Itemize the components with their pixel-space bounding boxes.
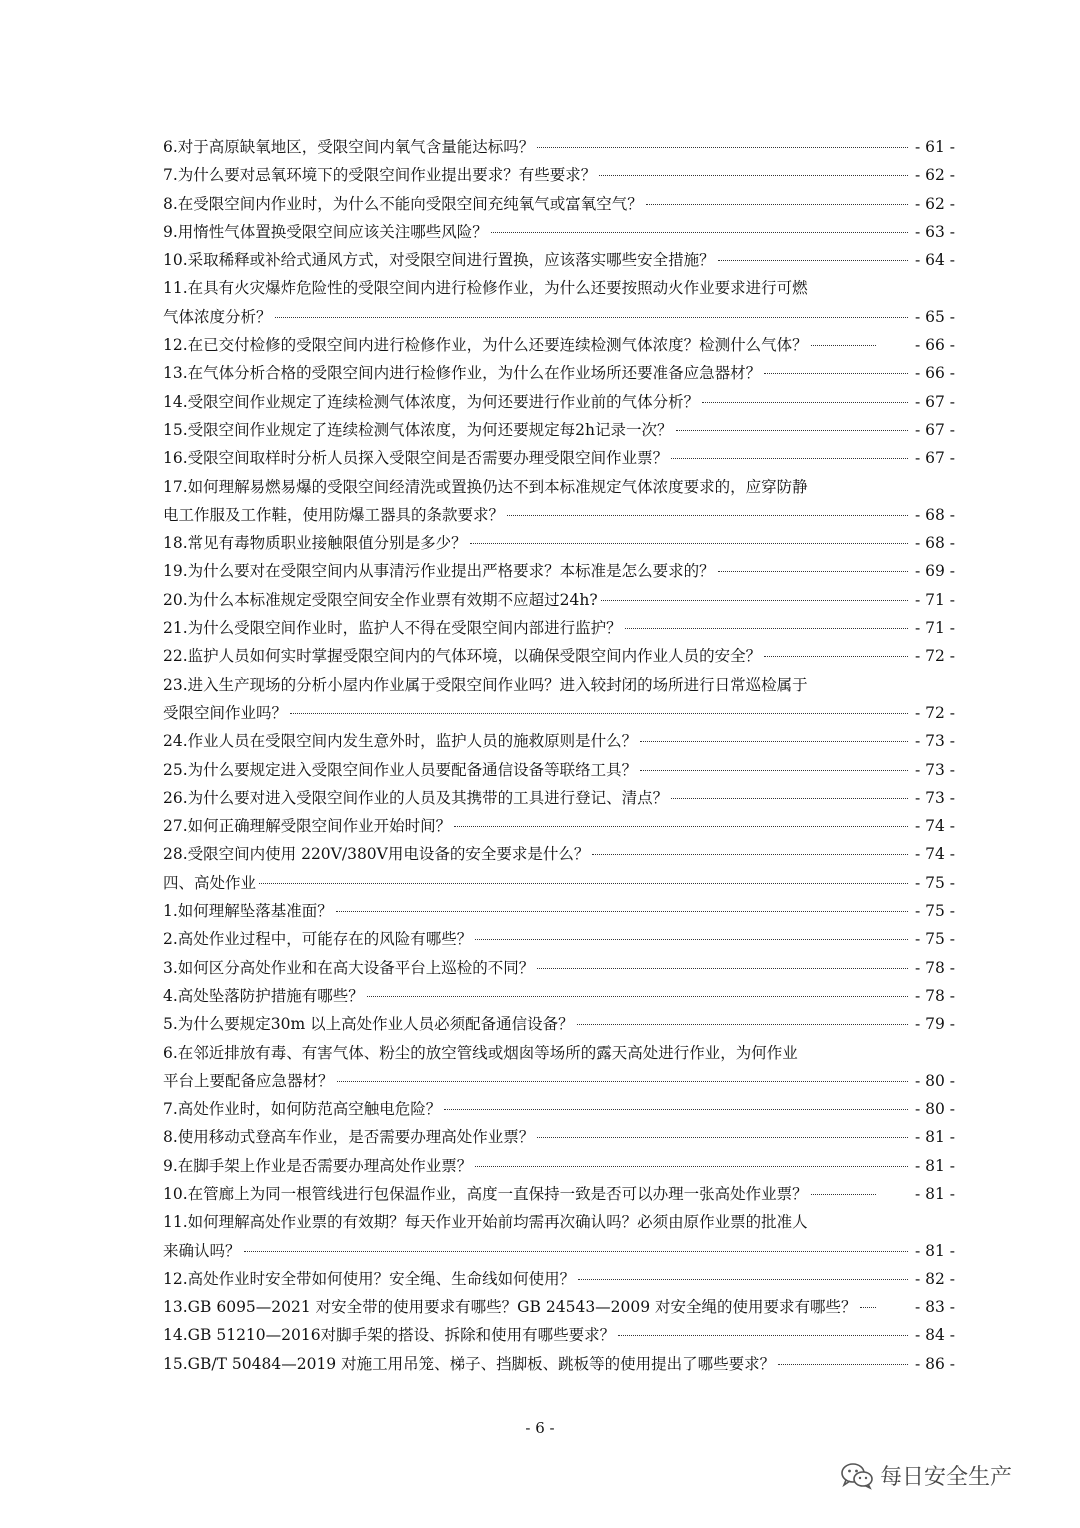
toc-entry-title: 20.为什么本标准规定受限空间安全作业票有效期不应超过24h? — [163, 590, 598, 609]
toc-entry-title: 1.如何理解坠落基准面？ — [163, 902, 333, 921]
toc-entry-title: 10.在管廊上为同一根管线进行包保温作业，高度一直保持一致是否可以办理一张高处作业票？ — [163, 1184, 808, 1203]
toc-entry[interactable] — [163, 331, 955, 359]
toc-leader-dots — [702, 402, 908, 403]
toc-leader-dots — [259, 883, 908, 884]
toc-entry-title: 电工作服及工作鞋，使用防爆工器具的条款要求？ — [163, 505, 505, 524]
toc-leader-dots — [470, 543, 908, 544]
toc-leader-dots — [625, 628, 908, 629]
toc-leader-dots — [475, 1166, 908, 1167]
toc-entry-title: 15.受限空间作业规定了连续检测气体浓度，为何还要规定每2h记录一次？ — [163, 420, 673, 439]
toc-entry[interactable] — [163, 925, 955, 953]
toc-entry-title: 气体浓度分析？ — [163, 307, 272, 326]
toc-entry-page: - 72 - — [914, 703, 955, 722]
toc-entry[interactable] — [163, 359, 955, 387]
toc-entry[interactable] — [163, 614, 955, 642]
toc-entry-page: - 71 - — [914, 590, 955, 609]
toc-leader-dots — [676, 430, 909, 431]
toc-leader-dots — [592, 854, 908, 855]
toc-entry-title: 8.在受限空间内作业时，为什么不能向受限空间充纯氧气或富氧空气？ — [163, 194, 643, 213]
toc-entry-title: 14.GB 51210—2016对脚手架的搭设、拆除和使用有哪些要求？ — [163, 1326, 616, 1345]
toc-leader-dots — [578, 1279, 908, 1280]
toc-entry-page: - 81 - — [914, 1241, 955, 1260]
toc-leader-dots — [244, 1251, 908, 1252]
toc-entry-title: 27.如何正确理解受限空间作业开始时间？ — [163, 817, 452, 836]
toc-entry[interactable] — [163, 1265, 955, 1293]
toc-entry[interactable] — [163, 1039, 955, 1067]
page-number: - 6 - — [525, 1419, 555, 1437]
toc-entry[interactable] — [163, 1152, 955, 1180]
toc-entry[interactable] — [163, 1208, 955, 1236]
toc-entry-title: 22.监护人员如何实时掌握受限空间内的气体环境，以确保受限空间内作业人员的安全？ — [163, 647, 762, 666]
toc-entry[interactable] — [163, 1350, 955, 1378]
toc-leader-dots — [640, 741, 908, 742]
toc-entry-page: - 84 - — [914, 1326, 955, 1345]
toc-leader-dots — [601, 600, 908, 601]
toc-entry-title: 10.采取稀释或补给式通风方式，对受限空间进行置换，应该落实哪些安全措施？ — [163, 251, 715, 270]
toc-entry-title: 23.进入生产现场的分析小屋内作业属于受限空间作业吗？进入较封闭的场所进行日常巡检属于 — [163, 675, 808, 694]
watermark-text: 每日安全生产 — [880, 1465, 1013, 1490]
toc-entry-title: 28.受限空间内使用 220V/380V用电设备的安全要求是什么？ — [163, 845, 590, 864]
toc-entry[interactable] — [163, 869, 955, 897]
toc-entry-page: - 71 - — [914, 619, 955, 638]
toc-entry-title: 18.常见有毒物质职业接触限值分别是多少？ — [163, 534, 467, 553]
toc-entry-title: 6.在邻近排放有毒、有害气体、粉尘的放空管线或烟囱等场所的露天高处进行作业，为何作业 — [163, 1043, 798, 1062]
toc-entry-title: 15.GB/T 50484—2019 对施工用吊笼、梯子、挡脚板、跳板等的使用提出了哪些要求？ — [163, 1354, 776, 1373]
toc-entry-title: 12.高处作业时安全带如何使用？安全绳、生命线如何使用？ — [163, 1269, 576, 1288]
toc-entry-page: - 86 - — [914, 1354, 955, 1373]
toc-entry[interactable] — [163, 473, 955, 501]
toc-entry-title: 25.为什么要规定进入受限空间作业人员要配备通信设备等联络工具？ — [163, 760, 638, 779]
toc-entry-title: 14.受限空间作业规定了连续检测气体浓度，为何还要进行作业前的气体分析？ — [163, 392, 700, 411]
toc-entry-page: - 81 - — [914, 1128, 955, 1147]
toc-entry-title: 来确认吗？ — [163, 1241, 241, 1260]
toc-leader-dots — [577, 1024, 908, 1025]
toc-leader-dots — [367, 996, 908, 997]
toc-entry[interactable] — [163, 246, 955, 274]
toc-entry-title: 4.高处坠落防护措施有哪些？ — [163, 986, 364, 1005]
toc-entry-title: 17.如何理解易燃易爆的受限空间经清洗或置换仍达不到本标准规定气体浓度要求的，应穿防静 — [163, 477, 808, 496]
toc-entry-title: 5.为什么要规定30m 以上高处作业人员必须配备通信设备？ — [163, 1015, 574, 1034]
toc-entry-title: 9.用惰性气体置换受限空间应该关注哪些风险？ — [163, 222, 488, 241]
toc-entry[interactable] — [163, 1095, 955, 1123]
toc-entry[interactable] — [163, 812, 955, 840]
toc-entry[interactable] — [163, 897, 955, 925]
toc-entry-title: 21.为什么受限空间作业时，监护人不得在受限空间内部进行监护？ — [163, 619, 622, 638]
toc-entry-page: - 81 - — [914, 1156, 955, 1175]
toc-leader-dots — [764, 373, 908, 374]
toc-entry-page: - 64 - — [914, 251, 955, 270]
toc-entry-title: 7.为什么要对忌氧环境下的受限空间作业提出要求？有些要求？ — [163, 166, 597, 185]
toc-entry-title: 13.在气体分析合格的受限空间内进行检修作业，为什么在作业场所还要准备应急器材？ — [163, 364, 762, 383]
toc-entry[interactable] — [163, 671, 955, 699]
toc-entry[interactable] — [163, 1293, 955, 1321]
toc-entry[interactable] — [163, 274, 955, 302]
toc-entry-title: 13.GB 6095—2021 对安全带的使用要求有哪些？GB 24543—2009 对安全绳的使用要求有哪些？ — [163, 1298, 857, 1317]
toc-entry-page: - 68 - — [914, 534, 955, 553]
toc-entry-title: 9.在脚手架上作业是否需要办理高处作业票？ — [163, 1156, 473, 1175]
toc-leader-dots — [336, 911, 908, 912]
toc-leader-dots — [290, 713, 908, 714]
toc-entry[interactable] — [163, 840, 955, 868]
toc-entry-page: - 66 - — [914, 364, 955, 383]
toc-entry[interactable] — [163, 1123, 955, 1151]
toc-leader-dots — [618, 1335, 908, 1336]
toc-entry[interactable] — [163, 784, 955, 812]
toc-entry-title: 受限空间作业吗？ — [163, 703, 288, 722]
toc-entry[interactable] — [163, 727, 955, 755]
wechat-icon — [840, 1461, 874, 1491]
toc-entry[interactable] — [163, 388, 955, 416]
toc-leader-dots — [640, 770, 908, 771]
toc-leader-dots — [537, 968, 908, 969]
toc-entry-page: - 73 - — [914, 732, 955, 751]
toc-leader-dots — [537, 1137, 908, 1138]
toc-entry[interactable] — [163, 1067, 955, 1095]
toc-entry[interactable] — [163, 1237, 955, 1265]
toc-entry-title: 四、高处作业 — [163, 873, 257, 892]
toc-leader-dots — [599, 175, 908, 176]
toc-entry-title: 2.高处作业过程中，可能存在的风险有哪些？ — [163, 930, 473, 949]
toc-entry[interactable] — [163, 303, 955, 331]
toc-leader-dots — [718, 260, 908, 261]
toc-leader-dots — [491, 232, 908, 233]
toc-entry[interactable] — [163, 1321, 955, 1349]
toc-leader-dots — [811, 1194, 876, 1195]
toc-entry-page: - 78 - — [914, 958, 955, 977]
toc-entry-page: - 81 - — [914, 1184, 955, 1203]
toc-leader-dots — [475, 939, 908, 940]
toc-entry-title: 7.高处作业时，如何防范高空触电危险？ — [163, 1100, 442, 1119]
toc-entry-page: - 62 - — [914, 166, 955, 185]
toc-entry[interactable] — [163, 133, 955, 161]
toc-entry-page: - 80 - — [914, 1071, 955, 1090]
toc-entry-page: - 78 - — [914, 986, 955, 1005]
toc-entry-page: - 72 - — [914, 647, 955, 666]
toc-entry-title: 11.如何理解高处作业票的有效期？每天作业开始前均需再次确认吗？必须由原作业票的批准人 — [163, 1213, 808, 1232]
toc-entry-page: - 65 - — [914, 307, 955, 326]
toc-entry-title: 24.作业人员在受限空间内发生意外时，监护人员的施救原则是什么？ — [163, 732, 638, 751]
toc-entry[interactable] — [163, 161, 955, 189]
toc-entry-page: - 68 - — [914, 505, 955, 524]
toc-entry[interactable] — [163, 416, 955, 444]
toc-leader-dots — [778, 1364, 908, 1365]
toc-entry[interactable] — [163, 1180, 955, 1208]
toc-entry-title: 3.如何区分高处作业和在高大设备平台上巡检的不同？ — [163, 958, 535, 977]
toc-entry-page: - 75 - — [914, 930, 955, 949]
toc-entry[interactable] — [163, 501, 955, 529]
toc-entry-page: - 80 - — [914, 1100, 955, 1119]
toc-leader-dots — [275, 317, 908, 318]
toc-entry[interactable] — [163, 586, 955, 614]
watermark — [840, 1460, 1012, 1491]
toc-leader-dots — [811, 345, 876, 346]
toc-entry-page: - 61 - — [914, 138, 955, 156]
toc-leader-dots — [718, 571, 908, 572]
toc-entry-page: - 67 - — [914, 420, 955, 439]
toc-entry-page: - 62 - — [914, 194, 955, 213]
toc-leader-dots — [764, 656, 908, 657]
toc-leader-dots — [454, 826, 908, 827]
toc-leader-dots — [537, 147, 908, 148]
toc-leader-dots — [444, 1109, 908, 1110]
toc-entry-page: - 67 - — [914, 392, 955, 411]
toc-leader-dots — [860, 1307, 876, 1308]
toc-entry-title: 19.为什么要对在受限空间内从事清污作业提出严格要求？本标准是怎么要求的？ — [163, 562, 715, 581]
toc-entry-title: 12.在已交付检修的受限空间内进行检修作业，为什么还要连续检测气体浓度？检测什么气体？ — [163, 336, 808, 355]
toc-entry[interactable] — [163, 982, 955, 1010]
toc-entry-title: 6.对于高原缺氧地区，受限空间内氧气含量能达标吗？ — [163, 138, 535, 156]
toc-entry[interactable] — [163, 218, 955, 246]
toc-entry[interactable] — [163, 1010, 955, 1038]
toc-leader-dots — [646, 204, 908, 205]
toc-entry[interactable] — [163, 529, 955, 557]
toc-entry[interactable] — [163, 557, 955, 585]
toc-entry-page: - 74 - — [914, 845, 955, 864]
toc-leader-dots — [671, 798, 908, 799]
toc-entry[interactable] — [163, 190, 955, 218]
toc-entry-page: - 73 - — [914, 788, 955, 807]
toc-entry-page: - 63 - — [914, 222, 955, 241]
toc-entry-title: 26.为什么要对进入受限空间作业的人员及其携带的工具进行登记、清点？ — [163, 788, 669, 807]
toc-entry-page: - 79 - — [914, 1015, 955, 1034]
toc-leader-dots — [671, 458, 908, 459]
toc-entry[interactable] — [163, 699, 955, 727]
toc-entry-page: - 66 - — [914, 336, 955, 355]
toc-entry[interactable] — [163, 642, 955, 670]
toc-entry-title: 11.在具有火灾爆炸危险性的受限空间内进行检修作业，为什么还要按照动火作业要求进行可燃 — [163, 279, 808, 298]
table-of-contents — [163, 133, 955, 1378]
toc-entry-page: - 67 - — [914, 449, 955, 468]
toc-entry[interactable] — [163, 756, 955, 784]
toc-entry-page: - 73 - — [914, 760, 955, 779]
toc-entry-page: - 75 - — [914, 902, 955, 921]
toc-entry-title: 平台上要配备应急器材？ — [163, 1071, 334, 1090]
toc-entry[interactable] — [163, 444, 955, 472]
toc-entry[interactable] — [163, 954, 955, 982]
toc-entry-page: - 74 - — [914, 817, 955, 836]
toc-entry-title: 16.受限空间取样时分析人员探入受限空间是否需要办理受限空间作业票？ — [163, 449, 669, 468]
toc-entry-page: - 75 - — [914, 873, 955, 892]
toc-entry-page: - 82 - — [914, 1269, 955, 1288]
toc-entry-page: - 69 - — [914, 562, 955, 581]
toc-entry-title: 8.使用移动式登高车作业，是否需要办理高处作业票？ — [163, 1128, 535, 1147]
toc-leader-dots — [507, 515, 908, 516]
toc-entry-page: - 83 - — [914, 1298, 955, 1317]
toc-leader-dots — [337, 1081, 908, 1082]
